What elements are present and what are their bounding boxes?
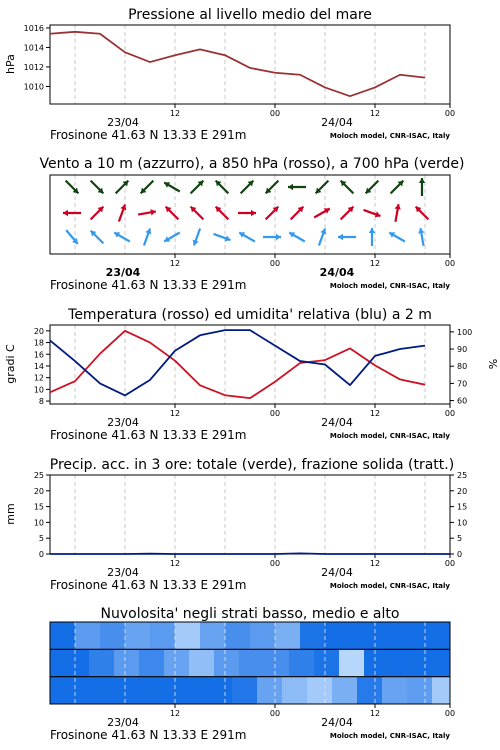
temperature-y-tick-label: 10 <box>33 385 44 395</box>
wind-10m-arrow-head <box>369 228 375 233</box>
date-label: 24/04 <box>321 416 353 429</box>
cloud-cell <box>339 649 364 676</box>
credit-label: Moloch model, CNR-ISAC, Italy <box>329 582 450 590</box>
wind-10m-arrow <box>144 229 151 246</box>
temperature-y-tick-label: 20 <box>33 326 44 336</box>
cloud-cell <box>364 649 389 676</box>
x-tick-label: 00 <box>444 109 456 118</box>
precip-y-right-tick-label: 5 <box>457 534 463 544</box>
x-tick-label: 12 <box>369 259 381 268</box>
x-tick-label: 00 <box>269 709 281 718</box>
wind-10m-arrow <box>338 234 356 240</box>
precip-y-right-tick-label: 25 <box>457 471 468 480</box>
cloud-cell <box>332 677 357 704</box>
pressure-y-tick-label: 1014 <box>23 43 44 53</box>
cloud-cell <box>257 677 282 704</box>
temperature-footer <box>50 409 455 442</box>
precip-plot <box>34 471 467 559</box>
cloud-title: Nuvolosita' negli strati basso, medio e alto <box>100 606 400 622</box>
wind-plot <box>50 175 450 258</box>
cloud-cell <box>425 622 450 649</box>
humidity-y-tick-label: 90 <box>457 345 468 355</box>
wind-700-arrow-head <box>288 184 293 190</box>
x-tick-label: 00 <box>269 109 281 118</box>
credit-label: Moloch model, CNR-ISAC, Italy <box>329 132 450 140</box>
wind-850-arrow <box>238 210 256 216</box>
cloud-cell <box>132 677 157 704</box>
plot-frame <box>50 25 450 104</box>
wind-850-arrow-head <box>63 210 68 216</box>
plot-frame <box>50 475 450 554</box>
cloud-cell <box>225 622 250 649</box>
cloud-cell <box>239 649 264 676</box>
date-label: 24/04 <box>321 566 353 579</box>
wind-10m-arrow <box>91 231 104 244</box>
x-tick-label: 00 <box>444 559 456 568</box>
wind-850-arrow <box>63 210 81 216</box>
cloud-cell <box>50 622 75 649</box>
wind-700-arrow <box>191 181 204 194</box>
date-label: 24/04 <box>321 116 353 129</box>
plot-frame <box>50 325 450 404</box>
cloud-cell <box>314 649 339 676</box>
pressure-ylabel: hPa <box>4 54 17 74</box>
precip-title: Precip. acc. in 3 ore: totale (verde), frazione solida (tratt.) <box>49 457 455 473</box>
humidity-ylabel: % <box>486 358 499 370</box>
wind-10m-arrow <box>193 229 200 246</box>
humidity-y-tick-label: 70 <box>457 379 468 389</box>
temperature-ylabel: gradi C <box>4 344 17 384</box>
wind-700-arrow <box>216 181 229 194</box>
humidity-y-tick-label: 80 <box>457 362 468 372</box>
temperature-y-tick-label: 16 <box>33 350 44 360</box>
precip-y-tick-label: 10 <box>33 518 44 528</box>
precip-y-right-tick-label: 15 <box>457 502 468 512</box>
wind-10m-arrow <box>289 232 305 241</box>
cloud-cell <box>100 622 125 649</box>
cloud-cell <box>300 622 325 649</box>
date-label: 24/04 <box>319 266 355 279</box>
precip-y-tick-label: 25 <box>33 471 44 480</box>
cloud-cell <box>289 649 314 676</box>
x-tick-label: 12 <box>169 259 181 268</box>
x-tick-label: 12 <box>369 109 381 118</box>
precip-y-tick-label: 20 <box>33 486 44 496</box>
temperature-title: Temperatura (rosso) ed umidita' relativa (blu) a 2 m <box>68 307 432 323</box>
cloud-cell <box>282 677 307 704</box>
wind-700-arrow-head <box>419 178 425 183</box>
wind-700-arrow <box>316 181 329 194</box>
x-tick-label: 00 <box>444 259 456 268</box>
humidity-y-tick-label: 60 <box>457 396 468 406</box>
wind-10m-arrow <box>319 229 326 246</box>
credit-label: Moloch model, CNR-ISAC, Italy <box>329 282 450 290</box>
wind-700-arrow <box>419 178 425 196</box>
wind-850-arrow <box>216 207 229 220</box>
wind-700-arrow <box>91 181 104 194</box>
cloud-cell <box>382 677 407 704</box>
cloud-cell <box>389 649 414 676</box>
location-label: Frosinone 41.63 N 13.33 E 291m <box>50 128 247 142</box>
cloud-cell <box>275 622 300 649</box>
wind-10m-arrow-head <box>338 234 343 240</box>
location-label: Frosinone 41.63 N 13.33 E 291m <box>50 428 247 442</box>
wind-10m-arrow-head <box>276 234 281 240</box>
wind-850-arrow-head <box>251 210 256 216</box>
cloud-cell <box>57 677 82 704</box>
x-tick-label: 00 <box>269 259 281 268</box>
precip-y-tick-label: 0 <box>38 550 44 559</box>
wind-700-arrow <box>241 181 254 194</box>
cloud-cell <box>200 622 225 649</box>
date-label: 23/04 <box>105 266 141 279</box>
location-label: Frosinone 41.63 N 13.33 E 291m <box>50 728 247 742</box>
cloud-cell <box>264 649 289 676</box>
temperature-y-tick-label: 18 <box>33 338 44 348</box>
wind-10m-arrow <box>389 232 405 241</box>
location-label: Frosinone 41.63 N 13.33 E 291m <box>50 578 247 592</box>
wind-850-arrow <box>138 209 156 215</box>
wind-700-arrow <box>66 181 79 194</box>
date-label: 23/04 <box>107 416 139 429</box>
plot-frame <box>50 175 450 254</box>
precip-y-right-tick-label: 20 <box>457 486 468 496</box>
pressure-plot <box>24 24 450 108</box>
wind-850-arrow <box>364 210 381 217</box>
cloud-cell <box>375 622 400 649</box>
precip-line <box>50 553 450 554</box>
wind-10m-arrow <box>164 233 180 242</box>
wind-700-arrow <box>116 181 129 194</box>
cloud-plot <box>50 622 450 708</box>
cloud-cell <box>350 622 375 649</box>
wind-850-arrow <box>416 207 429 220</box>
precip-footer <box>50 559 455 592</box>
x-tick-label: 12 <box>169 709 181 718</box>
location-label: Frosinone 41.63 N 13.33 E 291m <box>50 278 247 292</box>
wind-panel <box>39 156 464 292</box>
cloud-cell <box>207 677 232 704</box>
wind-850-arrow <box>166 207 179 220</box>
cloud-cell <box>64 649 89 676</box>
cloud-cell <box>107 677 132 704</box>
wind-700-arrow <box>164 182 180 191</box>
wind-10m-arrow <box>66 230 78 244</box>
date-label: 23/04 <box>107 566 139 579</box>
cloud-cell <box>125 622 150 649</box>
x-tick-label: 12 <box>169 409 181 418</box>
wind-10m-arrow <box>418 228 424 246</box>
cloud-cell <box>232 677 257 704</box>
wind-850-arrow <box>191 207 204 220</box>
wind-850-arrow <box>266 207 279 220</box>
wind-700-arrow <box>391 181 404 194</box>
precip-y-right-tick-label: 10 <box>457 518 468 528</box>
x-tick-label: 00 <box>444 409 456 418</box>
cloud-footer <box>50 709 455 742</box>
cloud-cell <box>82 677 107 704</box>
precip-y-tick-label: 5 <box>38 534 44 544</box>
cloud-cell <box>400 622 425 649</box>
pressure-y-tick-label: 1016 <box>23 23 44 33</box>
cloud-cell <box>407 677 432 704</box>
precip-y-tick-label: 15 <box>33 502 44 512</box>
wind-700-arrow <box>141 181 154 194</box>
wind-10m-arrow <box>114 232 130 241</box>
x-tick-label: 12 <box>369 709 381 718</box>
cloud-cell <box>432 677 450 704</box>
cloud-cell <box>214 649 239 676</box>
wind-10m-arrow <box>239 232 255 241</box>
pressure-y-tick-label: 1010 <box>23 82 44 92</box>
pressure-line <box>50 32 425 96</box>
wind-850-arrow <box>314 208 330 217</box>
cloud-cell <box>189 649 214 676</box>
wind-10m-arrow <box>263 234 281 240</box>
pressure-title: Pressione al livello medio del mare <box>128 7 372 23</box>
cloud-cell <box>139 649 164 676</box>
x-tick-label: 12 <box>169 559 181 568</box>
x-tick-label: 00 <box>444 709 456 718</box>
cloud-cell <box>414 649 439 676</box>
cloud-cell <box>75 622 100 649</box>
pressure-panel <box>4 7 455 142</box>
x-tick-label: 00 <box>269 409 281 418</box>
temperature-plot <box>34 325 472 408</box>
x-tick-label: 12 <box>169 109 181 118</box>
wind-footer <box>50 259 455 292</box>
cloud-cell <box>250 622 275 649</box>
wind-850-arrow <box>341 207 354 220</box>
pressure-footer <box>50 109 455 142</box>
date-label: 23/04 <box>107 116 139 129</box>
cloud-cell <box>182 677 207 704</box>
cloud-cell <box>150 622 175 649</box>
temperature-y-tick-label: 8 <box>38 397 44 407</box>
humidity-line <box>50 330 425 395</box>
temperature-panel <box>4 307 499 442</box>
cloud-cell <box>89 649 114 676</box>
wind-850-arrow <box>291 207 304 220</box>
date-label: 24/04 <box>321 716 353 729</box>
x-tick-label: 12 <box>369 559 381 568</box>
cloud-cell <box>307 677 332 704</box>
cloud-panel <box>50 606 455 742</box>
wind-700-arrow <box>366 181 379 194</box>
cloud-cell <box>157 677 182 704</box>
wind-title: Vento a 10 m (azzurro), a 850 hPa (rosso), a 700 hPa (verde) <box>39 156 465 172</box>
wind-850-arrow <box>395 204 401 222</box>
date-label: 23/04 <box>107 716 139 729</box>
credit-label: Moloch model, CNR-ISAC, Italy <box>329 732 450 740</box>
pressure-y-tick-label: 1012 <box>23 62 44 72</box>
temperature-y-tick-label: 12 <box>33 373 44 383</box>
cloud-cell <box>164 649 189 676</box>
cloud-cell <box>175 622 200 649</box>
wind-700-arrow <box>266 181 279 194</box>
cloud-cell <box>439 649 450 676</box>
precip-panel <box>4 457 467 592</box>
wind-700-arrow <box>341 181 354 194</box>
wind-850-arrow <box>91 207 104 220</box>
wind-700-arrow <box>288 184 306 190</box>
cloud-cell <box>114 649 139 676</box>
temperature-y-tick-label: 14 <box>33 361 44 371</box>
wind-10m-arrow <box>214 234 231 241</box>
wind-10m-arrow <box>369 228 375 246</box>
precip-y-right-tick-label: 0 <box>457 550 463 559</box>
cloud-cell <box>325 622 350 649</box>
cloud-cell <box>357 677 382 704</box>
humidity-y-tick-label: 100 <box>457 327 473 337</box>
credit-label: Moloch model, CNR-ISAC, Italy <box>329 432 450 440</box>
x-tick-label: 12 <box>369 409 381 418</box>
precip-ylabel: mm <box>4 503 17 525</box>
x-tick-label: 00 <box>269 559 281 568</box>
